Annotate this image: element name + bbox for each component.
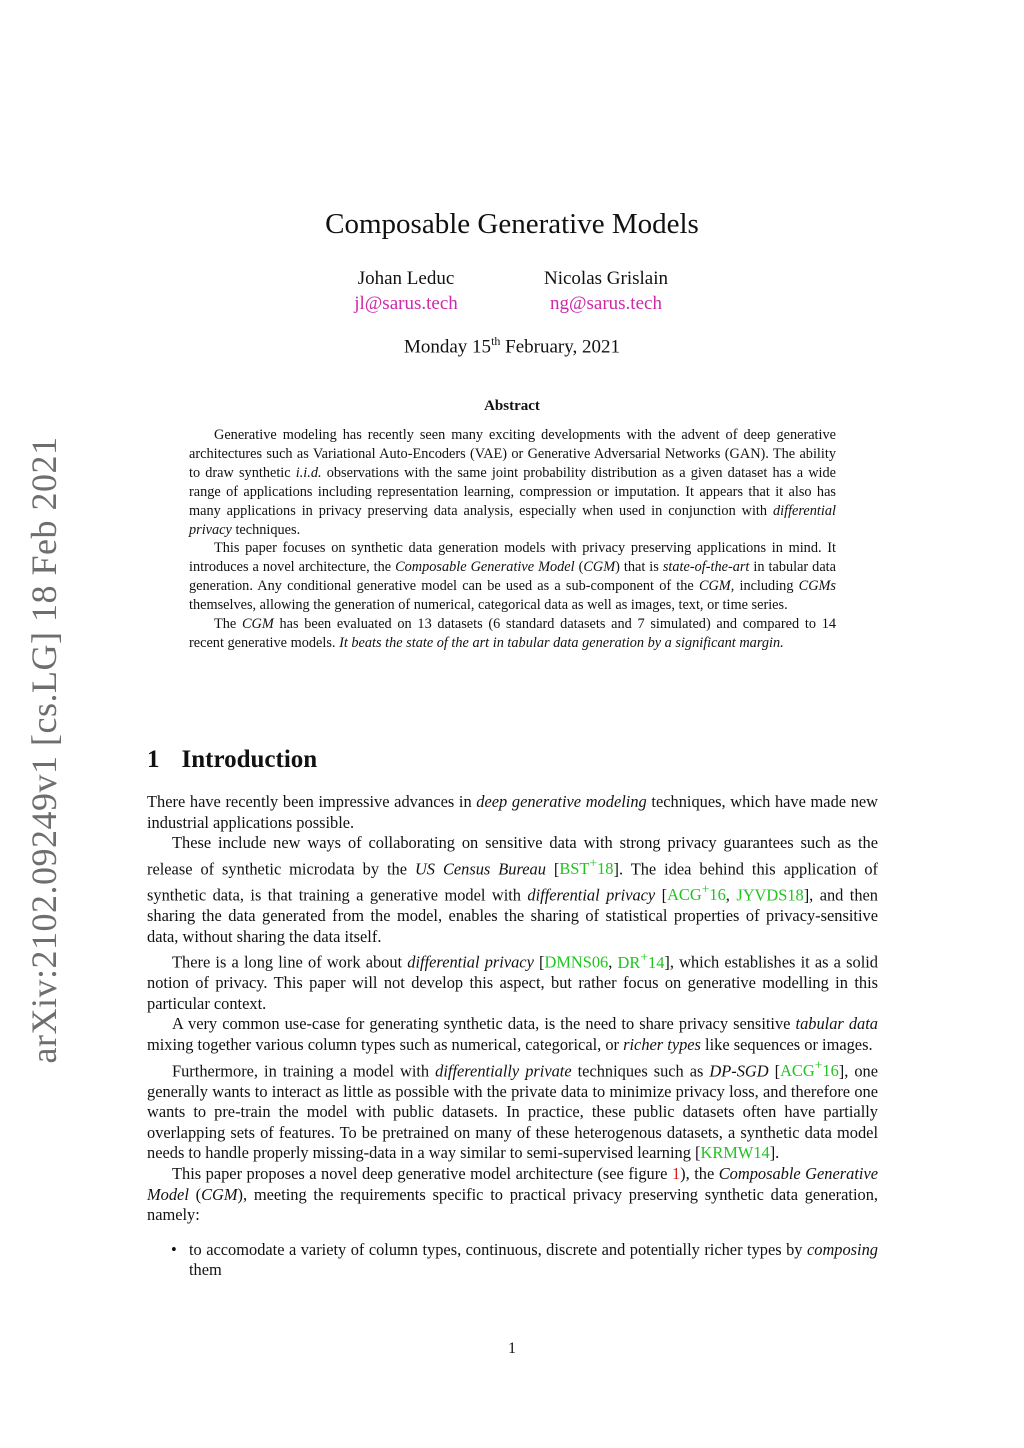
citation-link[interactable]: JYVDS18 [736, 885, 804, 905]
page-number: 1 [508, 1340, 516, 1357]
arxiv-identifier: arXiv:2102.09249v1 [cs.LG] 18 Feb 2021 [24, 436, 64, 1064]
paper-title: Composable Generative Models [325, 208, 699, 240]
body-paragraph: A very common use-case for generating synthetic data, is the need to share privacy sensitive tabular data mixing together various column types such as numerical, categorical, or richer types like sequences or images. [147, 1014, 878, 1054]
publication-date: Monday 15th February, 2021 [403, 334, 621, 358]
body-paragraph: There is a long line of work about differential privacy [DMNS06, DR+14], which establishes it as a solid notion of privacy. This paper will not develop this aspect, but rather focus on generative modelling in this particular context. [147, 949, 879, 1013]
body-paragraph: This paper proposes a novel deep generative model architecture (see figure 1), the Composable Generative Model (CGM), meeting the requirements specific to practical privacy preserving synthetic data generation, namely: [147, 1163, 878, 1225]
author-email-link[interactable]: jl@sarus.tech [354, 293, 458, 314]
citation-link[interactable]: KRMW14 [700, 1143, 770, 1163]
list-item: • to accomodate a variety of column types, continuous, discrete and potentially richer types by composing them [171, 1239, 878, 1280]
requirements-list [147, 1240, 878, 1281]
author-2 [506, 266, 706, 316]
citation-link[interactable]: DR+14 [617, 949, 665, 972]
citation-link[interactable]: ACG+16 [780, 1057, 839, 1080]
abstract-paragraph: The CGM has been evaluated on 13 datasets (6 standard datasets and 7 simulated) and compared to 14 recent generative models. It beats the state of the art in tabular data generation by a significant margin. [189, 616, 836, 651]
citation-link[interactable]: DMNS06 [544, 952, 609, 972]
citation-link[interactable]: ACG+16 [667, 881, 726, 905]
author-email-link[interactable]: ng@sarus.tech [550, 293, 662, 314]
bullet-icon: • [171, 1239, 177, 1259]
abstract-paragraph: This paper focuses on synthetic data generation models with privacy preserving applications in mind. It introduces a novel architecture, the Composable Generative Model (CGM) that is state-of-the-art in tabular data generation. Any conditional generative model can be used as a sub-component of the CGM, including CGMs themselves, allowing the generation of numerical, categorical data as well as images, text, or time series. [189, 540, 836, 614]
citation-link[interactable]: BST+18 [559, 855, 614, 879]
figure-reference-link[interactable]: 1 [671, 1163, 681, 1183]
section-heading-introduction: 1 Introduction [147, 746, 318, 773]
abstract-text [189, 426, 836, 653]
author-name: Nicolas Grislain [543, 268, 668, 289]
abstract-paragraph: Generative modeling has recently seen many exciting developments with the advent of deep generative architectures such as Variational Auto-Encoders (VAE) or Generative Adversarial Networks (GAN). The ability to draw synthetic i.i.d. observations with the same joint probability distribution as a given dataset has a wide range of applications including representation learning, compression or imputation. It appears that it also has many applications in privacy preserving data analysis, especially when used in conjunction with differential privacy techniques. [189, 427, 836, 538]
body-paragraph: There have recently been impressive advances in deep generative modeling techniques, which have made new industrial applications possible. [147, 792, 879, 832]
body-text [147, 792, 878, 1281]
body-paragraph: Furthermore, in training a model with differentially private techniques such as DP-SGD [ACG+16], one generally wants to interact as little as possible with the private data to minimize privacy loss, and therefore one wants to pre-train the model with public datasets. In practice, these public datasets often have partially overlapping sets of features. To be pretrained on many of these heterogenous datasets, a synthetic data model needs to handle properly missing-data in a way similar to semi-supervised learning [KRMW14]. [147, 1057, 879, 1163]
body-paragraph: These include new ways of collaborating on sensitive data with strong privacy guarantees such as the release of synthetic microdata by the US Census Bureau [BST+18]. The idea behind this application of synthetic data, is that training a generative model with differential privacy [ACG+16, JYVDS18], and then sharing the data generated from the model, enables the sharing of statistical properties of privacy-sensitive data, without sharing the data itself. [147, 833, 878, 946]
author-name: Johan Leduc [357, 268, 455, 289]
author-1 [306, 266, 506, 316]
abstract-heading: Abstract [484, 398, 540, 414]
